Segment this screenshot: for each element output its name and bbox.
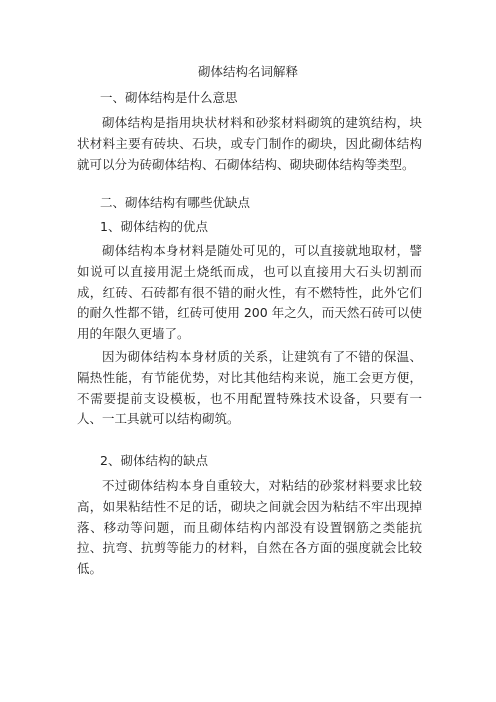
subheading-advantages: 1、砌体结构的优点 [100,219,208,234]
paragraph-disadvantages: 不过砌体结构本身自重较大，对粘结的砂浆材料要求比较高，如果粘结性不足的话，砌块之间就会因为粘结不牢出现掉落、移动等问题，而且砌体结构内部没有设置钢筋之类能抗拉、抗弯、抗剪等能力的材料，自然在各方面的强度就会比较低。 [77,478,422,577]
document-title: 砌体结构名词解释 [197,64,298,79]
section-heading-meaning: 一、砌体结构是什么意思 [100,90,238,105]
paragraph-advantages-materials: 砌体结构本身材料是随处可见的，可以直接就地取材，譬如说可以直接用泥土烧纸而成，也可以直接用大石头切割而成，红砖、石砖都有很不错的耐火性，有不燃特性，此外它们的耐久性都不错，红砖可使用 200 年之久，而天然石砖可以使用的年限久更墙了。 [77,243,422,342]
subheading-disadvantages: 2、砌体结构的缺点 [100,453,208,468]
paragraph-definition: 砌体结构是指用块状材料和砂浆材料砌筑的建筑结构，块状材料主要有砖块、石块，或专门制作的砌块，因此砌体结构就可以分为砖砌体结构、石砌体结构、砌块砌体结构等类型。 [77,115,422,172]
section-heading-pros-cons: 二、砌体结构有哪些优缺点 [100,195,251,210]
paragraph-advantages-construction: 因为砌体结构本身材质的关系，让建筑有了不错的保温、隔热性能，有节能优势，对比其他结构来说，施工会更方便，不需要提前支设模板，也不用配置特殊技术设备，只要有一人、一工具就可以结构砌筑。 [77,349,422,427]
